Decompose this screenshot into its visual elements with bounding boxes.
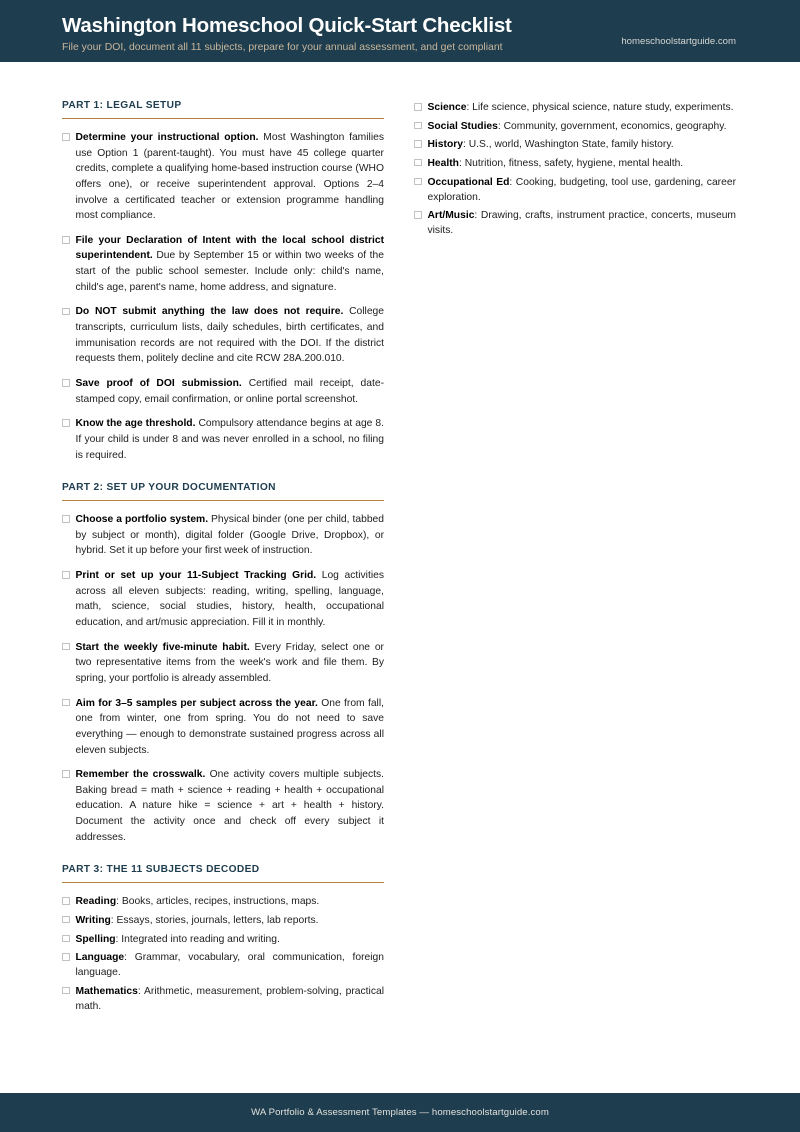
checklist-item[interactable] bbox=[62, 304, 384, 367]
section-divider bbox=[62, 500, 384, 501]
checklist-item-lead: Save proof of DOI submission. bbox=[75, 377, 242, 389]
checklist-item-body: Due by September 15 or within two weeks of the start of the public school semester. Include only: child's name, child's age, parent's name, home address, and signature. bbox=[75, 250, 384, 293]
checklist-item-body: : U.S., world, Washington State, family history. bbox=[462, 139, 674, 151]
checkbox-icon[interactable] bbox=[414, 122, 422, 130]
checklist-item-body: Every Friday, select one or two representative items from the week's work and file them. By spring, your portfolio is already assembled. bbox=[75, 641, 384, 684]
checkbox-icon[interactable] bbox=[62, 643, 70, 651]
checklist-item-lead: History bbox=[427, 139, 463, 151]
checklist-item-text bbox=[76, 568, 385, 631]
checklist-item[interactable] bbox=[62, 130, 384, 224]
checkbox-icon[interactable] bbox=[414, 103, 422, 111]
checklist-item-text bbox=[76, 512, 385, 559]
checklist-item-text bbox=[428, 100, 737, 115]
checklist-item[interactable] bbox=[62, 894, 384, 909]
checkbox-icon[interactable] bbox=[62, 987, 70, 995]
left-column bbox=[62, 100, 384, 1018]
checklist-item-lead: Print or set up your 11-Subject Tracking Grid. bbox=[75, 570, 317, 582]
section-heading: PART 3: THE 11 SUBJECTS DECODED bbox=[62, 864, 260, 876]
checklist-item-body: Most Washington families use Option 1 (parent-taught). You must have 45 college quarter credits, complete a qualifying home-based instruction course (WHO offers one), or receive superintendent approval. Options 2–4 involve a certificated teacher or extension programme handling most compliance. bbox=[75, 132, 384, 222]
checklist-item[interactable] bbox=[414, 100, 736, 115]
checklist-item-lead: Art/Music bbox=[427, 210, 475, 222]
checklist bbox=[62, 512, 384, 845]
checklist-item-lead: File your Declaration of Intent with the local school district superintendent. bbox=[75, 234, 384, 262]
checklist-item[interactable] bbox=[62, 950, 384, 980]
checklist bbox=[62, 130, 384, 463]
section-heading: PART 2: SET UP YOUR DOCUMENTATION bbox=[62, 482, 276, 494]
checkbox-icon[interactable] bbox=[62, 916, 70, 924]
page-subtitle: File your DOI, document all 11 subjects, prepare for your annual assessment, and get compliant bbox=[62, 41, 503, 53]
checklist bbox=[414, 100, 736, 239]
section-block bbox=[62, 100, 384, 463]
checkbox-icon[interactable] bbox=[414, 140, 422, 148]
header-site-url: homeschoolstartguide.com bbox=[621, 35, 736, 47]
checklist-item-body: : Grammar, vocabulary, oral communication, foreign language. bbox=[75, 952, 384, 979]
checklist-item-body: Certified mail receipt, date-stamped copy, email confirmation, or online portal screenshot. bbox=[75, 377, 384, 405]
checklist-item-lead: Choose a portfolio system. bbox=[75, 514, 209, 526]
checklist-item[interactable] bbox=[414, 119, 736, 134]
checklist-item-text bbox=[76, 130, 385, 224]
checklist-item-text bbox=[76, 767, 385, 845]
checklist-item-lead: Writing bbox=[75, 914, 111, 926]
section-divider bbox=[62, 118, 384, 119]
section-block bbox=[414, 100, 736, 239]
checkbox-icon[interactable] bbox=[414, 211, 422, 219]
section-divider bbox=[62, 882, 384, 883]
checkbox-icon[interactable] bbox=[62, 236, 70, 244]
checklist-item[interactable] bbox=[414, 208, 736, 238]
checklist-item-lead: Know the age threshold. bbox=[75, 418, 196, 430]
checklist-item[interactable] bbox=[62, 932, 384, 947]
checklist-item-lead: Mathematics bbox=[75, 985, 138, 997]
page-header bbox=[0, 0, 800, 62]
checklist-item[interactable] bbox=[62, 984, 384, 1014]
checklist-item-body: : Drawing, crafts, instrument practice, concerts, museum visits. bbox=[427, 210, 736, 237]
footer-text: WA Portfolio & Assessment Templates — homeschoolstartguide.com bbox=[251, 1107, 549, 1118]
checklist-item-lead: Start the weekly five-minute habit. bbox=[75, 641, 250, 653]
checklist-item-body: One activity covers multiple subjects. Baking bread = math + science + reading + health + occupational education. A nature hike = science + art + health + history. Document the activity once and check off every subject it addresses. bbox=[75, 769, 384, 843]
checklist-item-body: : Books, articles, recipes, instructions, maps. bbox=[116, 896, 320, 908]
checklist bbox=[62, 894, 384, 1014]
right-column bbox=[414, 100, 736, 242]
checklist-item[interactable] bbox=[414, 175, 736, 205]
checklist-item-text bbox=[76, 376, 385, 407]
checklist-item-text bbox=[428, 119, 737, 134]
checkbox-icon[interactable] bbox=[62, 308, 70, 316]
checklist-item-text bbox=[76, 932, 385, 947]
checklist-item-lead: Aim for 3–5 samples per subject across the year. bbox=[75, 697, 318, 709]
checklist-item-body: Compulsory attendance begins at age 8. If your child is under 8 and was never enrolled in a school, no filing is required. bbox=[75, 418, 384, 461]
checklist-item-lead: Do NOT submit anything the law does not require. bbox=[75, 306, 344, 318]
checklist-item-lead: Determine your instructional option. bbox=[75, 132, 259, 143]
checkbox-icon[interactable] bbox=[62, 419, 70, 427]
checklist-item-body: : Community, government, economics, geography. bbox=[497, 120, 727, 132]
checklist-item-text bbox=[76, 894, 385, 909]
checklist-item[interactable] bbox=[62, 376, 384, 407]
checklist-item-text bbox=[76, 984, 385, 1014]
checklist-item-text bbox=[428, 137, 737, 152]
checklist-item[interactable] bbox=[62, 512, 384, 559]
checklist-item-body: : Integrated into reading and writing. bbox=[115, 933, 280, 945]
checklist-item-text bbox=[76, 696, 385, 759]
checklist-item[interactable] bbox=[62, 416, 384, 463]
checklist-item-lead: Spelling bbox=[75, 933, 116, 945]
checklist-item[interactable] bbox=[62, 640, 384, 687]
checkbox-icon[interactable] bbox=[62, 133, 70, 141]
checklist-item-text bbox=[76, 416, 385, 463]
checklist-item-lead: Social Studies bbox=[427, 120, 498, 132]
section-heading: PART 1: LEGAL SETUP bbox=[62, 100, 182, 111]
checklist-item-lead: Reading bbox=[75, 896, 117, 908]
checklist-item-lead: Science bbox=[427, 102, 467, 113]
checklist-item-body: One from fall, one from winter, one from spring. You do not need to save everything — enough to demonstrate sustained progress across all eleven subjects. bbox=[75, 697, 384, 756]
checklist-item-lead: Health bbox=[427, 157, 459, 169]
checkbox-icon[interactable] bbox=[62, 953, 70, 961]
checkbox-icon[interactable] bbox=[62, 379, 70, 387]
header-text-group bbox=[62, 8, 512, 55]
checklist-item-body: : Nutrition, fitness, safety, hygiene, mental health. bbox=[458, 157, 684, 169]
checkbox-icon[interactable] bbox=[62, 935, 70, 943]
page-footer bbox=[0, 1093, 800, 1132]
checklist-item-body: Physical binder (one per child, tabbed by subject or month), digital folder (Google Drive, Dropbox), or hybrid. Set it up before your first week of instruction. bbox=[75, 514, 384, 557]
page-body bbox=[0, 62, 800, 1018]
checklist-item-text bbox=[428, 175, 737, 205]
checklist-item-text bbox=[76, 233, 385, 296]
checklist-item-body: : Arithmetic, measurement, problem-solving, practical math. bbox=[75, 985, 384, 1013]
checklist-item[interactable] bbox=[62, 696, 384, 759]
checkbox-icon[interactable] bbox=[414, 178, 422, 186]
checkbox-icon[interactable] bbox=[62, 571, 70, 579]
checklist-item-body: Log activities across all eleven subjects: reading, writing, spelling, language, math, science, social studies, history, health, occupational education, and art/music appreciation. Fill it in monthly. bbox=[75, 570, 384, 629]
checklist-item[interactable] bbox=[414, 156, 736, 171]
checklist-item-text bbox=[428, 156, 737, 171]
checkbox-icon[interactable] bbox=[62, 699, 70, 707]
checklist-item-lead: Occupational Ed bbox=[427, 176, 510, 188]
checklist-item[interactable] bbox=[62, 767, 384, 845]
checkbox-icon[interactable] bbox=[62, 515, 70, 523]
checkbox-icon[interactable] bbox=[414, 159, 422, 167]
checklist-item-text bbox=[428, 208, 737, 238]
checklist-item-text bbox=[76, 913, 385, 928]
page-title: Washington Homeschool Quick-Start Checklist bbox=[62, 13, 512, 37]
checklist-item-text bbox=[76, 640, 385, 687]
checklist-item-body: : Life science, physical science, nature study, experiments. bbox=[466, 102, 734, 113]
checklist-item-lead: Language bbox=[75, 952, 125, 964]
section-block bbox=[62, 482, 384, 845]
checklist-item[interactable] bbox=[62, 913, 384, 928]
checklist-item-text bbox=[76, 304, 385, 367]
checklist-item[interactable] bbox=[62, 568, 384, 631]
checkbox-icon[interactable] bbox=[62, 897, 70, 905]
checklist-item-body: College transcripts, curriculum lists, daily schedules, birth certificates, and immunisation records are not required with the DOI. If the district requests them, politely decline and cite RCW 28A.200.010. bbox=[75, 306, 384, 365]
checklist-item-text bbox=[76, 950, 385, 980]
header-inner bbox=[0, 8, 800, 55]
checklist-item-body: : Essays, stories, journals, letters, lab reports. bbox=[110, 914, 319, 926]
checkbox-icon[interactable] bbox=[62, 770, 70, 778]
section-block bbox=[62, 864, 384, 1014]
checklist-item-body: : Cooking, budgeting, tool use, gardening, career exploration. bbox=[427, 176, 736, 203]
checklist-item[interactable] bbox=[414, 137, 736, 152]
checklist-item[interactable] bbox=[62, 233, 384, 296]
checklist-item-lead: Remember the crosswalk. bbox=[75, 769, 206, 781]
